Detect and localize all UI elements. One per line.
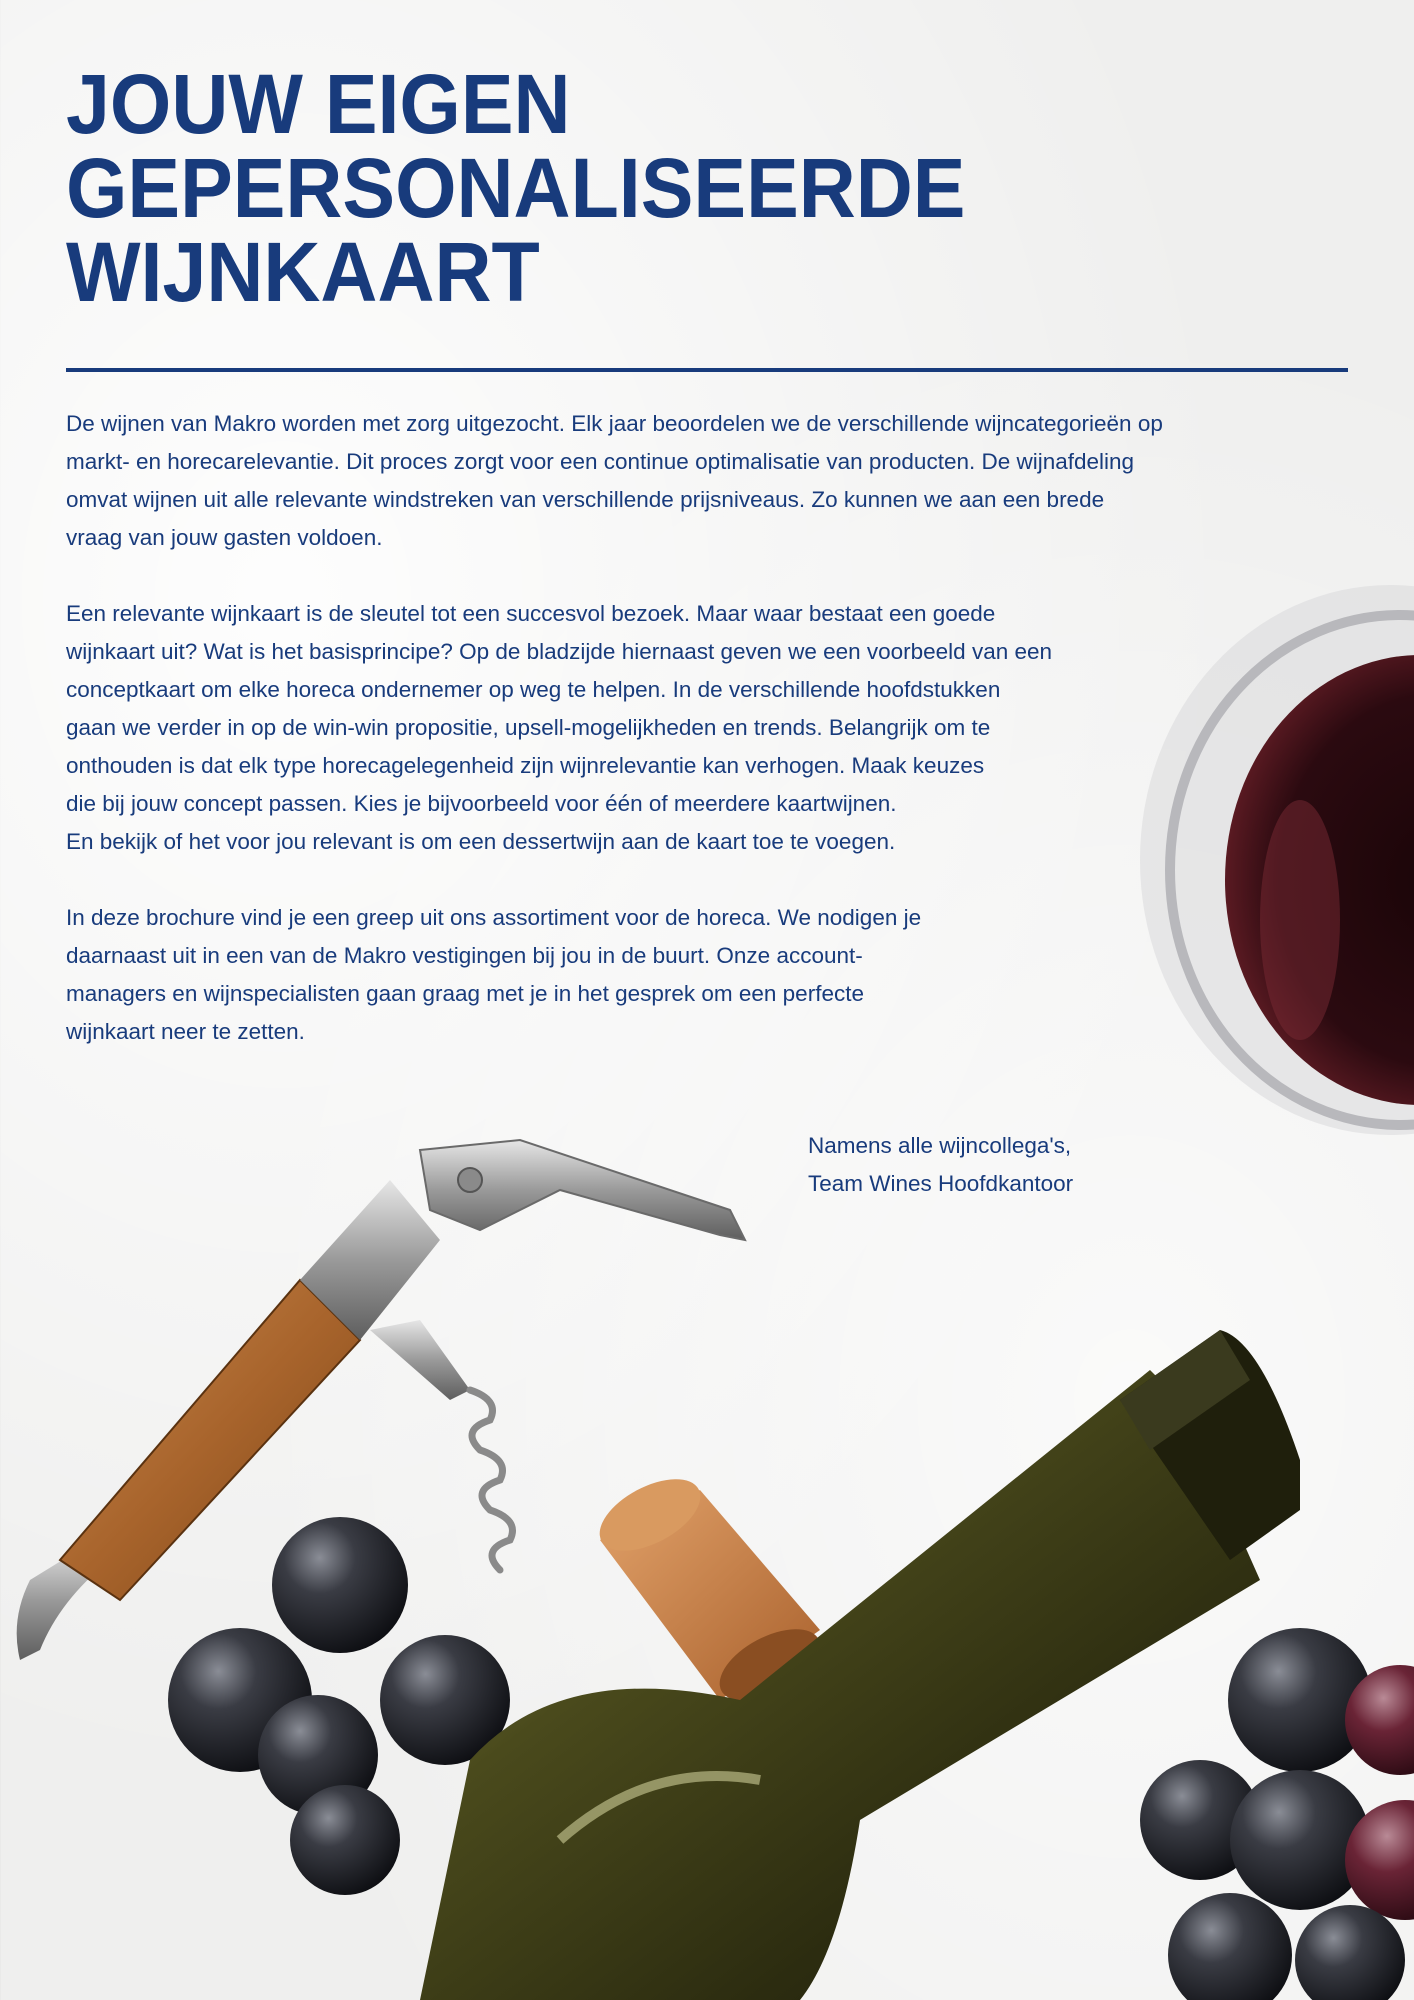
text-line: In deze brochure vind je een greep uit ons assortiment voor de horeca. We nodigen je — [66, 905, 922, 930]
body-text — [66, 405, 1336, 1089]
text-line: wijnkaart uit? Wat is het basisprincipe? Op de bladzijde hiernaast geven we een voorbeeld van een — [66, 639, 1053, 664]
signature — [808, 1127, 1073, 1203]
signature-line-2: Team Wines Hoofdkantoor — [808, 1171, 1074, 1196]
grapes-right — [1140, 1628, 1414, 2000]
text-line: En bekijk of het voor jou relevant is om een dessertwijn aan de kaart toe te voegen. — [66, 829, 896, 854]
text-line: wijnkaart neer te zetten. — [66, 1019, 305, 1044]
text-line: daarnaast uit in een van de Makro vestigingen bij jou in de buurt. Onze account- — [66, 943, 863, 968]
title-divider — [66, 368, 1348, 372]
text-line: vraag van jouw gasten voldoen. — [66, 525, 383, 550]
paragraph-brochure — [66, 899, 1336, 1051]
paragraph-wine-list — [66, 595, 1336, 861]
title-line-1: JOUW EIGEN — [66, 57, 571, 151]
text-line: omvat wijnen uit alle relevante windstreken van verschillende prijsniveaus. Zo kunnen we aan een brede — [66, 487, 1105, 512]
text-line: conceptkaart om elke horeca ondernemer op weg te helpen. In de verschillende hoofdstukken — [66, 677, 1001, 702]
text-line: Een relevante wijnkaart is de sleutel tot een succesvol bezoek. Maar waar bestaat een goede — [66, 601, 996, 626]
signature-line-1: Namens alle wijncollega's, — [808, 1133, 1072, 1158]
title-line-2: GEPERSONALISEERDE — [66, 141, 966, 235]
title-line-3: WIJNKAART — [66, 225, 540, 319]
text-line: die bij jouw concept passen. Kies je bijvoorbeeld voor één of meerdere kaartwijnen. — [66, 791, 897, 816]
text-line: De wijnen van Makro worden met zorg uitgezocht. Elk jaar beoordelen we de verschillende wijncategorieën op — [66, 411, 1163, 436]
text-line: onthouden is dat elk type horecagelegenheid zijn wijnrelevantie kan verhogen. Maak keuzes — [66, 753, 985, 778]
paragraph-intro — [66, 405, 1336, 557]
wine-bottle — [420, 1330, 1300, 2000]
page-title — [66, 57, 966, 319]
text-line: managers en wijnspecialisten gaan graag met je in het gesprek om een perfecte — [66, 981, 864, 1006]
text-line: gaan we verder in op de win-win propositie, upsell-mogelijkheden en trends. Belangrijk om te — [66, 715, 991, 740]
text-line: markt- en horecarelevantie. Dit proces zorgt voor een continue optimalisatie van producten. De wijnafdeling — [66, 449, 1135, 474]
